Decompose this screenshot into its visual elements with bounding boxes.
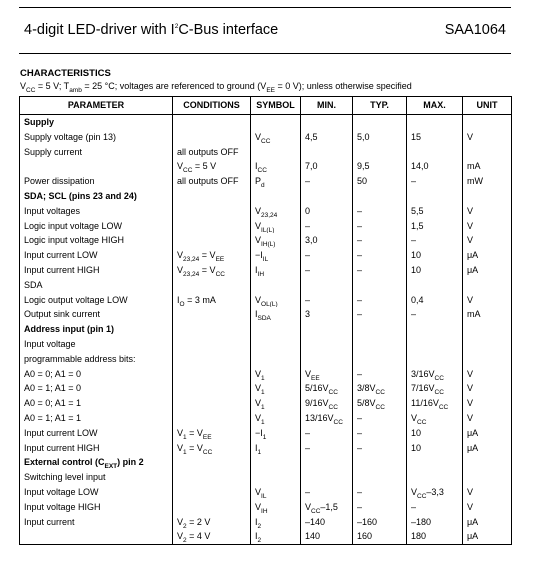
cell-parameter: SDA; SCL (pins 23 and 24) xyxy=(20,189,173,204)
cell-unit xyxy=(463,352,512,367)
cell-symbol: $I_2$ xyxy=(251,515,301,530)
col-header-parameter: PARAMETER xyxy=(20,97,173,115)
cell-conditions xyxy=(173,219,251,234)
cell-parameter: Output sink current xyxy=(20,307,173,322)
cell-symbol: $V_{IL(L)}$ xyxy=(251,219,301,234)
cell-conditions xyxy=(173,322,251,337)
cell-min xyxy=(301,455,353,470)
table-row xyxy=(20,233,512,248)
cell-conditions xyxy=(173,130,251,145)
cell-typ xyxy=(353,470,407,485)
cell-typ: – xyxy=(353,307,407,322)
table-row xyxy=(20,307,512,322)
cell-min xyxy=(301,115,353,130)
table-header-row xyxy=(20,97,512,115)
cell-parameter: Supply current xyxy=(20,145,173,160)
cell-unit: mW xyxy=(463,174,512,189)
cell-typ xyxy=(353,322,407,337)
cell-parameter: Input voltages xyxy=(20,204,173,219)
table-row xyxy=(20,529,512,544)
section-title: CHARACTERISTICS xyxy=(20,68,111,79)
cell-unit xyxy=(463,337,512,352)
cell-unit: V xyxy=(463,130,512,145)
cell-max: – xyxy=(407,233,463,248)
cell-unit: V xyxy=(463,233,512,248)
table-row xyxy=(20,411,512,426)
cell-min: – xyxy=(301,248,353,263)
cell-min: – xyxy=(301,293,353,308)
table-row xyxy=(20,174,512,189)
cell-typ: – xyxy=(353,426,407,441)
cell-unit: V xyxy=(463,396,512,411)
cell-max xyxy=(407,337,463,352)
cell-parameter: A0 = 0; A1 = 1 xyxy=(20,396,173,411)
cell-typ: – xyxy=(353,219,407,234)
header-bottom-rule xyxy=(19,53,511,54)
cell-min: –140 xyxy=(301,515,353,530)
cell-min: – xyxy=(301,441,353,456)
cell-typ: – xyxy=(353,293,407,308)
cell-unit: V xyxy=(463,500,512,515)
cell-conditions xyxy=(173,500,251,515)
cell-unit: V xyxy=(463,485,512,500)
cell-unit: mA xyxy=(463,159,512,174)
cell-conditions xyxy=(173,396,251,411)
cell-unit xyxy=(463,115,512,130)
cell-unit: V xyxy=(463,381,512,396)
cell-unit: V xyxy=(463,219,512,234)
cell-symbol: $V_1$ xyxy=(251,381,301,396)
table-row xyxy=(20,426,512,441)
cell-max: 15 xyxy=(407,130,463,145)
cell-max xyxy=(407,352,463,367)
cell-symbol: $V_1$ xyxy=(251,411,301,426)
cell-conditions: $V_1 = V_{EE}$ xyxy=(173,426,251,441)
cell-min: – xyxy=(301,426,353,441)
cell-symbol: $V_{OL(L)}$ xyxy=(251,293,301,308)
cell-unit xyxy=(463,455,512,470)
cell-parameter: A0 = 1; A1 = 0 xyxy=(20,381,173,396)
cell-max: – xyxy=(407,307,463,322)
cell-parameter xyxy=(20,159,173,174)
table-row xyxy=(20,381,512,396)
cell-unit: μA xyxy=(463,441,512,456)
cell-unit xyxy=(463,470,512,485)
cell-symbol: $I_{IH}$ xyxy=(251,263,301,278)
section-row xyxy=(20,455,512,470)
cell-conditions xyxy=(173,367,251,382)
cell-min: 3,0 xyxy=(301,233,353,248)
cell-conditions xyxy=(173,470,251,485)
cell-unit: μA xyxy=(463,248,512,263)
cell-max: $7/16V_{CC}$ xyxy=(407,381,463,396)
table-body xyxy=(20,115,512,545)
cell-conditions: $V_{23,24} = V_{EE}$ xyxy=(173,248,251,263)
table-row xyxy=(20,367,512,382)
table-row xyxy=(20,337,512,352)
table-row xyxy=(20,485,512,500)
cell-typ xyxy=(353,278,407,293)
cell-parameter: A0 = 1; A1 = 1 xyxy=(20,411,173,426)
cell-parameter: Input voltage xyxy=(20,337,173,352)
cell-symbol: $-I_1$ xyxy=(251,426,301,441)
cell-typ: $5/8V_{CC}$ xyxy=(353,396,407,411)
cell-parameter: Input current xyxy=(20,515,173,530)
cell-typ: 160 xyxy=(353,529,407,544)
cell-unit: μA xyxy=(463,529,512,544)
cell-max: 14,0 xyxy=(407,159,463,174)
cell-conditions xyxy=(173,455,251,470)
table-row xyxy=(20,278,512,293)
col-header-max: MAX. xyxy=(407,97,463,115)
cell-min: $V_{CC}-1,5$ xyxy=(301,500,353,515)
cell-parameter: Logic output voltage LOW xyxy=(20,293,173,308)
cell-typ xyxy=(353,455,407,470)
cell-symbol xyxy=(251,322,301,337)
cell-typ xyxy=(353,115,407,130)
col-header-conditions: CONDITIONS xyxy=(173,97,251,115)
cell-typ: – xyxy=(353,263,407,278)
cell-symbol xyxy=(251,470,301,485)
cell-typ: – xyxy=(353,485,407,500)
cell-min: 140 xyxy=(301,529,353,544)
cell-conditions xyxy=(173,189,251,204)
cell-parameter: Logic input voltage HIGH xyxy=(20,233,173,248)
cell-min: – xyxy=(301,263,353,278)
cell-typ: –160 xyxy=(353,515,407,530)
cell-typ: – xyxy=(353,248,407,263)
table-row xyxy=(20,130,512,145)
cell-parameter: Input current LOW xyxy=(20,248,173,263)
cell-unit: mA xyxy=(463,307,512,322)
cell-symbol: $V_1$ xyxy=(251,367,301,382)
cell-conditions xyxy=(173,204,251,219)
cell-conditions xyxy=(173,381,251,396)
cell-conditions: $V_2 = 2$ V xyxy=(173,515,251,530)
cell-symbol xyxy=(251,115,301,130)
section-row xyxy=(20,189,512,204)
cell-min xyxy=(301,322,353,337)
table-row xyxy=(20,293,512,308)
cell-parameter: Input voltage HIGH xyxy=(20,500,173,515)
cell-typ: – xyxy=(353,500,407,515)
cell-symbol: $V_{IL}$ xyxy=(251,485,301,500)
col-header-min: MIN. xyxy=(301,97,353,115)
cell-parameter: Input current HIGH xyxy=(20,263,173,278)
cell-max: $11/16V_{CC}$ xyxy=(407,396,463,411)
table-row xyxy=(20,441,512,456)
cell-typ xyxy=(353,189,407,204)
cell-conditions xyxy=(173,337,251,352)
cell-min xyxy=(301,352,353,367)
cell-conditions: all outputs OFF xyxy=(173,174,251,189)
cell-unit xyxy=(463,189,512,204)
cell-unit xyxy=(463,145,512,160)
cell-typ: $3/8V_{CC}$ xyxy=(353,381,407,396)
cell-symbol: $V_{CC}$ xyxy=(251,130,301,145)
cell-min xyxy=(301,470,353,485)
cell-conditions xyxy=(173,485,251,500)
cell-typ: – xyxy=(353,367,407,382)
table-row xyxy=(20,263,512,278)
cell-unit: μA xyxy=(463,426,512,441)
cell-conditions xyxy=(173,307,251,322)
cell-typ: 50 xyxy=(353,174,407,189)
table-row xyxy=(20,515,512,530)
cell-typ: – xyxy=(353,233,407,248)
section-row xyxy=(20,322,512,337)
cell-symbol: $I_{SDA}$ xyxy=(251,307,301,322)
col-header-unit: UNIT xyxy=(463,97,512,115)
table-row xyxy=(20,500,512,515)
cell-parameter: programmable address bits: xyxy=(20,352,173,367)
cell-max xyxy=(407,115,463,130)
cell-max: 180 xyxy=(407,529,463,544)
cell-min: 3 xyxy=(301,307,353,322)
cell-conditions xyxy=(173,278,251,293)
cell-symbol: $V_{IH}$ xyxy=(251,500,301,515)
table-row xyxy=(20,248,512,263)
cell-parameter: A0 = 0; A1 = 0 xyxy=(20,367,173,382)
cell-min: – xyxy=(301,485,353,500)
cell-min: $V_{EE}$ xyxy=(301,367,353,382)
cell-conditions xyxy=(173,233,251,248)
cell-parameter: Switching level input xyxy=(20,470,173,485)
table-row xyxy=(20,145,512,160)
cell-parameter xyxy=(20,529,173,544)
cell-unit: V xyxy=(463,367,512,382)
cell-parameter: Input voltage LOW xyxy=(20,485,173,500)
cell-max xyxy=(407,322,463,337)
cell-min xyxy=(301,189,353,204)
cell-min: $5/16V_{CC}$ xyxy=(301,381,353,396)
section-row xyxy=(20,115,512,130)
cell-typ xyxy=(353,145,407,160)
table-row xyxy=(20,204,512,219)
cell-parameter: Input current HIGH xyxy=(20,441,173,456)
cell-symbol: $V_{IH(L)}$ xyxy=(251,233,301,248)
document-title: 4-digit LED-driver with $I^2C$-Bus interface xyxy=(24,22,279,38)
cell-symbol xyxy=(251,278,301,293)
cell-typ: – xyxy=(353,204,407,219)
table-row xyxy=(20,219,512,234)
cell-max: 5,5 xyxy=(407,204,463,219)
cell-max xyxy=(407,455,463,470)
cell-symbol: $I_1$ xyxy=(251,441,301,456)
cell-max: 10 xyxy=(407,248,463,263)
cell-symbol: $I_2$ xyxy=(251,529,301,544)
cell-max xyxy=(407,278,463,293)
cell-symbol xyxy=(251,189,301,204)
cell-unit: V xyxy=(463,411,512,426)
cell-max: $V_{CC}-3,3$ xyxy=(407,485,463,500)
cell-parameter: SDA xyxy=(20,278,173,293)
cell-parameter: Address input (pin 1) xyxy=(20,322,173,337)
cell-max xyxy=(407,470,463,485)
cell-min xyxy=(301,337,353,352)
cell-conditions: all outputs OFF xyxy=(173,145,251,160)
cell-typ: 9,5 xyxy=(353,159,407,174)
cell-max: $V_{CC}$ xyxy=(407,411,463,426)
cell-unit: V xyxy=(463,293,512,308)
cell-unit: μA xyxy=(463,263,512,278)
cell-max: 0,4 xyxy=(407,293,463,308)
cell-max: 1,5 xyxy=(407,219,463,234)
cell-conditions: $V_{CC} = 5$ V xyxy=(173,159,251,174)
cell-min xyxy=(301,278,353,293)
cell-conditions: $V_2 = 4$ V xyxy=(173,529,251,544)
cell-max: $3/16V_{CC}$ xyxy=(407,367,463,382)
cell-max xyxy=(407,145,463,160)
cell-typ xyxy=(353,337,407,352)
cell-max: 10 xyxy=(407,426,463,441)
cell-min: – xyxy=(301,174,353,189)
cell-symbol: $V_{23,24}$ xyxy=(251,204,301,219)
conditions-note: $V_{CC} = 5$ V; $T_{amb} = 25$ °C; voltages are referenced to ground ($V_{EE} = 0$ V); unless otherwise specified xyxy=(20,81,412,94)
header-top-rule xyxy=(19,7,511,8)
col-header-typ: TYP. xyxy=(353,97,407,115)
cell-min: $13/16V_{CC}$ xyxy=(301,411,353,426)
cell-symbol xyxy=(251,455,301,470)
table-row xyxy=(20,352,512,367)
cell-symbol: $I_{CC}$ xyxy=(251,159,301,174)
cell-conditions xyxy=(173,352,251,367)
cell-parameter: Input current LOW xyxy=(20,426,173,441)
cell-conditions: $V_1 = V_{CC}$ xyxy=(173,441,251,456)
cell-parameter: Logic input voltage LOW xyxy=(20,219,173,234)
cell-parameter: Supply xyxy=(20,115,173,130)
cell-symbol xyxy=(251,352,301,367)
table-row xyxy=(20,396,512,411)
characteristics-table xyxy=(19,96,512,545)
part-number: SAA1064 xyxy=(444,22,506,38)
cell-typ xyxy=(353,352,407,367)
cell-max xyxy=(407,189,463,204)
cell-unit: V xyxy=(463,204,512,219)
cell-typ: – xyxy=(353,441,407,456)
cell-symbol xyxy=(251,145,301,160)
cell-unit xyxy=(463,278,512,293)
cell-symbol: $-I_{IL}$ xyxy=(251,248,301,263)
cell-min: 4,5 xyxy=(301,130,353,145)
cell-conditions: $I_O = 3$ mA xyxy=(173,293,251,308)
cell-symbol xyxy=(251,337,301,352)
cell-max: – xyxy=(407,500,463,515)
cell-min: – xyxy=(301,219,353,234)
cell-max: –180 xyxy=(407,515,463,530)
table-row xyxy=(20,470,512,485)
cell-conditions xyxy=(173,115,251,130)
cell-unit xyxy=(463,322,512,337)
cell-min: 0 xyxy=(301,204,353,219)
cell-max: – xyxy=(407,174,463,189)
cell-min: $9/16V_{CC}$ xyxy=(301,396,353,411)
cell-conditions xyxy=(173,411,251,426)
col-header-symbol: SYMBOL xyxy=(251,97,301,115)
cell-max: 10 xyxy=(407,263,463,278)
cell-parameter: Supply voltage (pin 13) xyxy=(20,130,173,145)
cell-unit: μA xyxy=(463,515,512,530)
cell-conditions: $V_{23,24} = V_{CC}$ xyxy=(173,263,251,278)
cell-parameter: Power dissipation xyxy=(20,174,173,189)
cell-typ: 5,0 xyxy=(353,130,407,145)
cell-max: 10 xyxy=(407,441,463,456)
cell-min xyxy=(301,145,353,160)
cell-min: 7,0 xyxy=(301,159,353,174)
table-row xyxy=(20,159,512,174)
cell-symbol: $P_d$ xyxy=(251,174,301,189)
cell-symbol: $V_1$ xyxy=(251,396,301,411)
cell-typ: – xyxy=(353,411,407,426)
cell-parameter: External control $(C_{EXT})$ pin 2 xyxy=(20,455,173,470)
